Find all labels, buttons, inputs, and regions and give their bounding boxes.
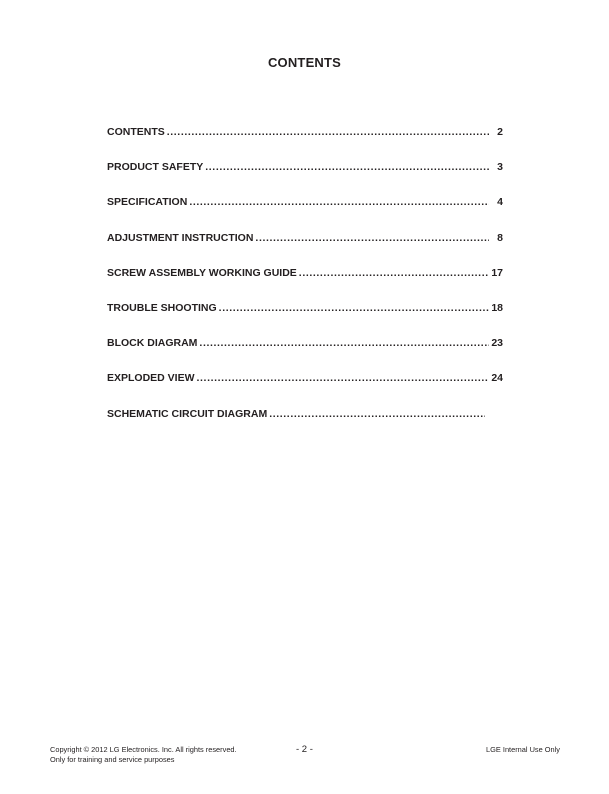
table-of-contents bbox=[107, 126, 503, 443]
toc-entry-label: ADJUSTMENT INSTRUCTION bbox=[107, 231, 254, 244]
toc-dot-leader bbox=[199, 337, 489, 349]
toc-entry-schematic-circuit-diagram[interactable] bbox=[107, 408, 503, 422]
toc-dot-leader bbox=[205, 161, 489, 173]
toc-entry-page: 3 bbox=[497, 161, 503, 174]
toc-entry-label: BLOCK DIAGRAM bbox=[107, 337, 198, 350]
toc-entry-trouble-shooting[interactable] bbox=[107, 302, 503, 316]
toc-dot-leader bbox=[167, 126, 489, 138]
toc-dot-leader bbox=[269, 408, 485, 420]
toc-entry-adjustment-instruction[interactable] bbox=[107, 232, 503, 246]
toc-dot-leader bbox=[255, 232, 489, 244]
footer-usage-note: Only for training and service purposes bbox=[50, 754, 175, 764]
toc-entry-page: 4 bbox=[497, 196, 503, 209]
toc-entry-label: PRODUCT SAFETY bbox=[107, 161, 204, 174]
toc-dot-leader bbox=[299, 267, 489, 279]
toc-entry-label: CONTENTS bbox=[107, 126, 165, 138]
toc-entry-page: 17 bbox=[491, 266, 503, 279]
toc-entry-label: TROUBLE SHOOTING bbox=[107, 301, 217, 314]
toc-dot-leader bbox=[189, 196, 489, 208]
toc-entry-exploded-view[interactable] bbox=[107, 372, 503, 386]
toc-dot-leader bbox=[219, 302, 489, 314]
toc-entry-label: SCHEMATIC CIRCUIT DIAGRAM bbox=[107, 407, 268, 420]
footer-page-number: - 2 - bbox=[296, 744, 313, 755]
toc-entry-screw-assembly-working-guide[interactable] bbox=[107, 267, 503, 281]
footer-copyright: Copyright © 2012 LG Electronics. Inc. All rights reserved. bbox=[50, 745, 237, 754]
toc-entry-label: SPECIFICATION bbox=[107, 196, 188, 209]
toc-dot-leader bbox=[197, 372, 489, 384]
footer-classification: LGE Internal Use Only bbox=[486, 745, 560, 754]
toc-entry-block-diagram[interactable] bbox=[107, 337, 503, 351]
footer-legal bbox=[50, 745, 237, 764]
toc-entry-product-safety[interactable] bbox=[107, 161, 503, 175]
toc-entry-label: SCREW ASSEMBLY WORKING GUIDE bbox=[107, 266, 297, 279]
toc-entry-page: 23 bbox=[491, 337, 503, 350]
toc-entry-page: 2 bbox=[497, 126, 503, 138]
page-title: CONTENTS bbox=[267, 55, 342, 70]
toc-entry-label: EXPLODED VIEW bbox=[107, 372, 195, 385]
toc-entry-contents[interactable] bbox=[107, 126, 503, 140]
toc-entry-page: 24 bbox=[491, 372, 503, 385]
page-footer bbox=[50, 745, 560, 769]
toc-entry-page: 18 bbox=[491, 301, 503, 314]
toc-entry-page: 8 bbox=[497, 231, 503, 244]
toc-entry-specification[interactable] bbox=[107, 196, 503, 210]
